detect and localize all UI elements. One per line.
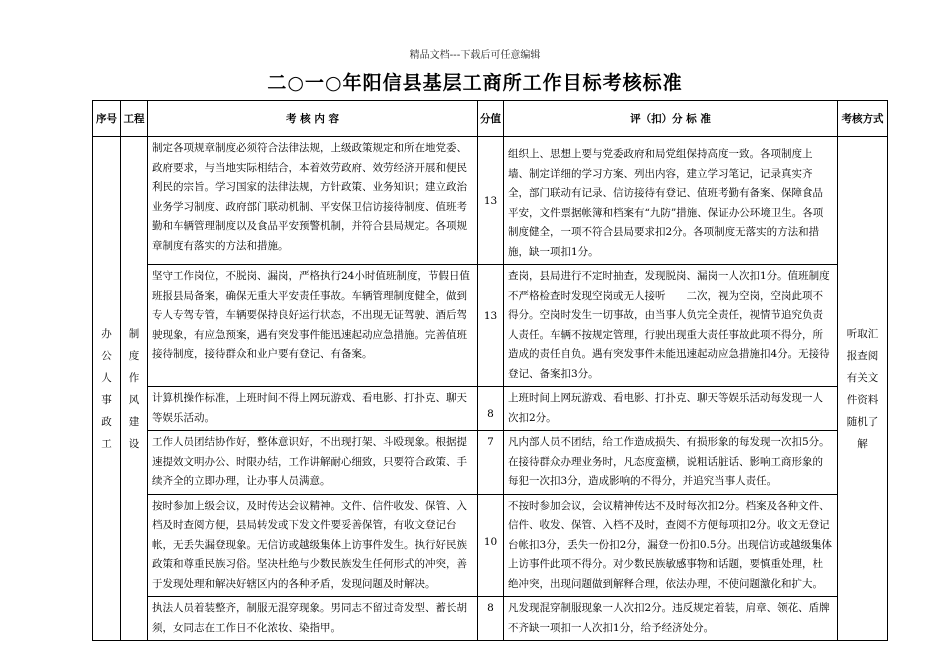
header-content: 考 核 内 容 xyxy=(148,101,478,137)
score-cell: 13 xyxy=(478,137,504,265)
assessment-table xyxy=(92,100,888,641)
score-cell: 13 xyxy=(478,265,504,387)
header-score: 分值 xyxy=(478,101,504,137)
standard-cell: 组织上、思想上要与党委政府和局党组保持高度一致。各项制度上墙、制定详细的学习方案、列出内容，建立学习笔记，记录真实齐全，部门联动有记录、信访接待有登记、值班考勤有备案、保障食品平安，文件票据帐簿和档案有“九防”措施、保证办公环境卫生。各项制度健全，一项不符合县局要求扣2分。各项制度无落实的方法和措施，缺一项扣1分。 xyxy=(504,137,838,265)
content-cell: 制定各项规章制度必须符合法律法规，上级政策规定和所在地党委、政府要求，与当地实际相结合，本着效劳政府、效劳经济开展和便民利民的宗旨。学习国家的法律法规，方针政策、业务知识；建立政治业务学习制度、政府部门联动机制、平安保卫信访接待制度、值班考勤和车辆管理制度以及食品平安预警机制，并符合县局规定。各项规章制度有落实的方法和措施。 xyxy=(148,137,478,265)
content-cell: 工作人员团结协作好，整体意识好，不出现打架、斗殴现象。根据提速提效文明办公、时限办结，工作讲解耐心细致，只要符合政策、手续齐全的立即办理，让办事人员满意。 xyxy=(148,431,478,495)
content-cell: 计算机操作标准，上班时间不得上网玩游戏、看电影、打扑克、聊天等娱乐活动。 xyxy=(148,387,478,431)
content-cell: 坚守工作岗位，不脱岗、漏岗，严格执行24小时值班制度，节假日值班报县局备案，确保无重大平安责任事故。车辆管理制度健全，做到专人专驾专管，车辆要保持良好运行状态，不出现无证驾驶、酒后驾驶现象，有应急预案，遇有突发事件能迅速起动应急措施。完善值班接待制度，接待群众和业户要有登记、有备案。 xyxy=(148,265,478,387)
score-cell: 8 xyxy=(478,387,504,431)
standard-cell: 不按时参加会议，会议精神传达不及时每次扣2分。档案及各种文件、信件、收发、保管、入档不及时，查阅不方便每项扣2分。收文无登记台帐扣3分，丢失一份扣2分，漏登一份扣0.5分。出现信访或越级集体上访事件此项不得分。对少数民族敏感事物和话题，要慎重处理，杜绝冲突，出现问题做到解释合理，依法办理，不使问题激化和扩大。 xyxy=(504,494,838,597)
standard-cell: 凡发现混穿制服现象一人次扣2分。违反规定着装，肩章、领花、盾牌不齐缺一项扣一人次扣1分，给予经济处分。 xyxy=(504,597,838,641)
content-cell: 按时参加上级会议，及时传达会议精神。文件、信件收发、保管、入档及时查阅方便，县局转发或下发文件要妥善保管，有收文登记台帐，无丢失漏登现象。无信访或越级集体上访事件发生。执行好民族政策和尊重民族习俗。坚决杜绝与少数民族发生任何形式的冲突，善于发现处理和解决好辖区内的各种矛盾，发现问题及时解决。 xyxy=(148,494,478,597)
sub-project-cell: 制度作风建设 xyxy=(121,137,148,641)
table-row xyxy=(93,431,888,495)
table-row xyxy=(93,597,888,641)
standard-cell: 查岗，县局进行不定时抽查，发现脱岗、漏岗一人次扣1分。值班制度不严格检查时发现空岗或无人接听 二次，视为空岗，空岗此项不得分。空岗时发生一切事故，由当事人负完全责任，视情节追究负责人责任。车辆不按规定管理，行驶出现重大责任事故此项不得分，所造成的责任自负。遇有突发事件未能迅速起动应急措施扣4分。无接待登记、备案扣3分。 xyxy=(504,265,838,387)
table-row xyxy=(93,494,888,597)
table-row xyxy=(93,265,888,387)
document-title: 二○一○年阳信县基层工商所工作目标考核标准 xyxy=(267,72,683,94)
standard-cell: 上班时间上网玩游戏、看电影、打扑克、聊天等娱乐活动每发现一人次扣2分。 xyxy=(504,387,838,431)
table-row xyxy=(93,137,888,265)
category-cell: 办公人事政工 xyxy=(93,137,121,641)
header-seq: 序号 xyxy=(93,101,121,137)
header-project: 工程 xyxy=(121,101,148,137)
score-cell: 8 xyxy=(478,597,504,641)
header-note: 精品文档---下载后可任意编辑 xyxy=(409,50,541,61)
table-header-row xyxy=(93,101,888,137)
table-row xyxy=(93,387,888,431)
standard-cell: 凡内部人员不团结，给工作造成损失、有损形象的每发现一次扣5分。在接待群众办理业务时，凡态度蛮横，说粗话脏话、影响工商形象的每犯一次扣3分，造成影响的不得分，并追究当事人责任。 xyxy=(504,431,838,495)
method-cell: 听取汇报查阅有关文件资料随机了解 xyxy=(838,137,888,641)
content-cell: 执法人员着装整齐，制服无混穿现象。男同志不留过奇发型、蓄长胡须，女同志在工作日不化浓妆、染指甲。 xyxy=(148,597,478,641)
score-cell: 10 xyxy=(478,494,504,597)
header-standard: 评（扣）分 标 准 xyxy=(504,101,838,137)
score-cell: 7 xyxy=(478,431,504,495)
header-method: 考核方式 xyxy=(838,101,888,137)
